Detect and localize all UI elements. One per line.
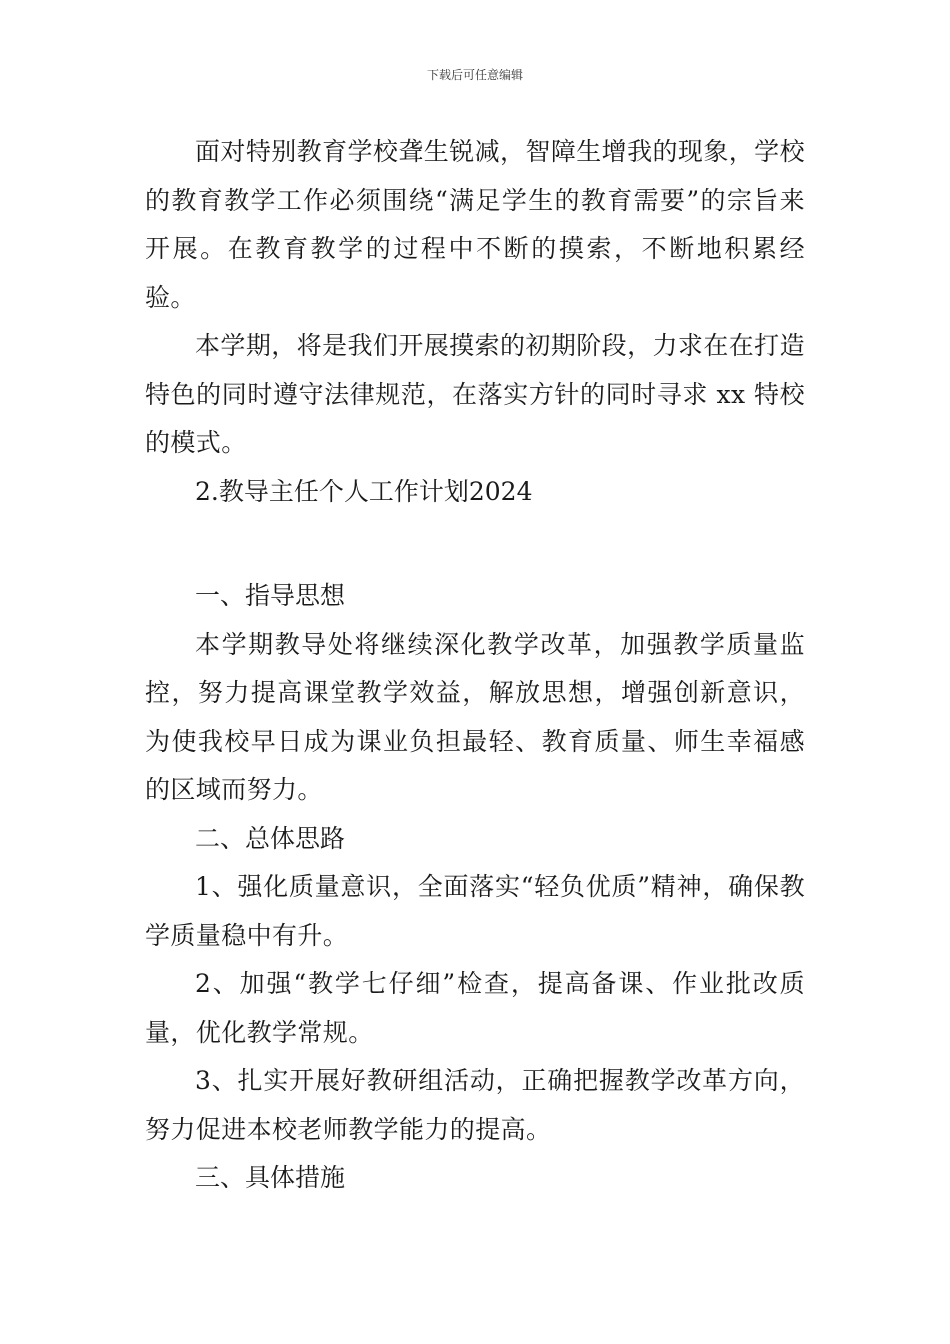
list-item-approach-2: 2、加强“教学七仔细”检查，提高备课、作业批改质量，优化教学常规。 — [145, 969, 805, 1047]
document-body — [145, 128, 805, 1203]
heading-guiding-ideology: 一、指导思想 — [195, 581, 346, 610]
heading-overall-approach: 二、总体思路 — [195, 823, 346, 853]
list-item-approach-1: 1、强化质量意识，全面落实“轻负优质”精神，确保教学质量稳中有升。 — [145, 872, 805, 950]
section-title-plan: 2.教导主任个人工作计划2024 — [195, 476, 533, 506]
paragraph-guiding-ideology: 本学期教导处将继续深化教学改革，加强教学质量监控，努力提高课堂教学效益，解放思想，增强创新意识，为使我校早日成为课业负担最轻、教育质量、师生幸福感的区域而努力。 — [145, 629, 805, 804]
heading-specific-measures: 三、具体措施 — [195, 1163, 346, 1192]
paragraph-intro: 面对特别教育学校聋生锐减，智障生增我的现象，学校的教育教学工作必须围绕“满足学生的教育需要”的宗旨来开展。在教育教学的过程中不断的摸索，不断地积累经验。 — [145, 137, 805, 312]
page-header-note: 下载后可任意编辑 — [426, 68, 523, 82]
paragraph-semester: 本学期，将是我们开展摸索的初期阶段，力求在在打造特色的同时遵守法律规范，在落实方针的同时寻求 xx 特校的模式。 — [145, 331, 805, 457]
blank-line — [145, 516, 805, 572]
list-item-approach-3: 3、扎实开展好教研组活动，正确把握教学改革方向，努力促进本校老师教学能力的提高。 — [145, 1066, 805, 1144]
